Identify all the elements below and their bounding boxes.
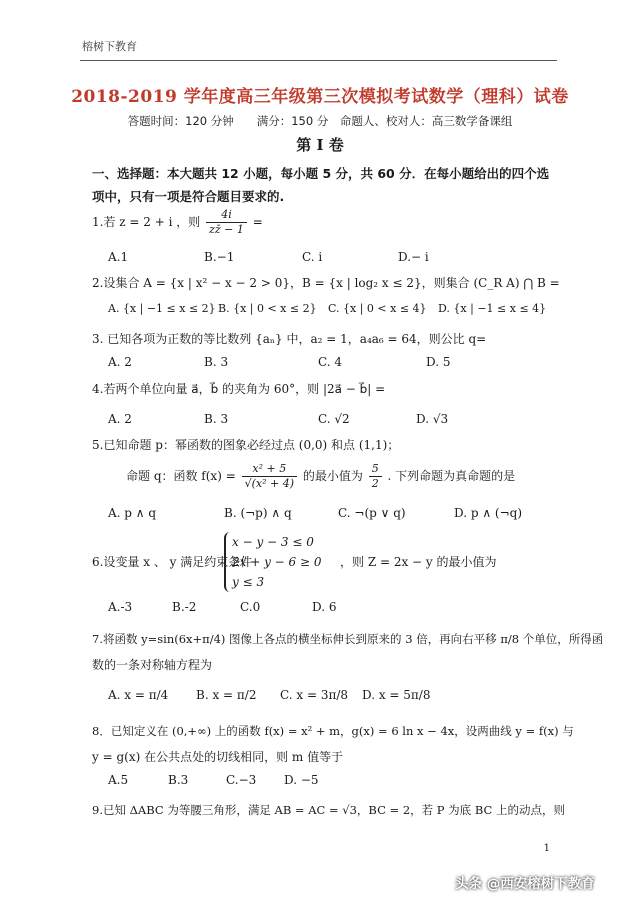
question-1-tail: = (252, 215, 263, 229)
option-a: A. x = π/4 (108, 688, 169, 702)
question-7: 7.将函数 y=sin(6x+π/4) 图像上各点的横坐标伸长到原来的 3 倍，再向右平移 π/8 个单位，所得函 (92, 632, 604, 646)
option-c: C. 4 (318, 355, 343, 369)
option-d: D. 6 (312, 600, 337, 614)
option-c: C.0 (240, 600, 261, 614)
constraint-2: 2x + y − 6 ≥ 0 (232, 555, 322, 569)
constraint-1: x − y − 3 ≤ 0 (232, 535, 314, 549)
option-a: A.-3 (108, 600, 133, 614)
question-4: 4.若两个单位向量 a⃗，b⃗ 的夹角为 60°，则 |2a⃗ − b⃗| = (92, 382, 386, 396)
proposition-q-mid: 的最小值为 (302, 469, 363, 483)
question-5-proposition-q (126, 462, 596, 491)
option-b: B.3 (168, 773, 189, 787)
proposition-q-fraction (242, 462, 297, 491)
option-d: D. p ∧ (¬q) (454, 506, 523, 520)
question-6-tail: ，则 Z = 2x − y 的最小值为 (340, 555, 497, 569)
fraction-numerator: 4i (206, 208, 247, 223)
constraint-3: y ≤ 3 (232, 575, 265, 589)
question-9: 9.已知 ΔABC 为等腰三角形，满足 AB = AC = √3，BC = 2，若 P 为底 BC 上的动点，则 (92, 803, 565, 817)
volume-heading: 第 I 卷 (296, 136, 344, 154)
option-d: D. 5 (426, 355, 451, 369)
question-7-continued: 数的一条对称轴方程为 (92, 658, 213, 672)
header-brand: 榕树下教育 (82, 40, 137, 53)
option-c: C. √2 (318, 412, 350, 426)
option-a: A.1 (108, 250, 129, 264)
option-b: B. x = π/2 (196, 688, 257, 702)
option-b: B. 3 (204, 355, 229, 369)
question-6-lead: 6.设变量 x 、 y 满足约束条件 (92, 555, 253, 569)
option-d: D. −5 (284, 773, 319, 787)
constraint-system (224, 532, 322, 592)
page-number: 1 (543, 843, 550, 854)
option-a: A. p ∧ q (108, 506, 157, 520)
option-c: C.−3 (226, 773, 257, 787)
proposition-q-tail: . 下列命题为真命题的是 (387, 469, 516, 483)
fraction-denominator: zz̄ − 1 (209, 223, 244, 236)
question-8-continued: y = g(x) 在公共点处的切线相同，则 m 值等于 (92, 750, 344, 764)
question-1-stem: 1.若 z = 2 + i ，则 (92, 215, 201, 229)
option-b: B. 3 (204, 412, 229, 426)
option-c: C. x = 3π/8 (280, 688, 349, 702)
exam-title: 2018-2019 学年度高三年级第三次模拟考试数学（理科）试卷 (71, 87, 569, 107)
proposition-q-lead: 命题 q：函数 f(x) = (126, 469, 236, 483)
section-heading: 一、选择题：本大题共 12 小题，每小题 5 分，共 60 分．在每小题给出的四个选项中，只有一项是符合题目要求的. (92, 166, 550, 204)
question-5: 5.已知命题 p：幂函数的图象必经过点 (0,0) 和点 (1,1)； (92, 438, 400, 452)
option-c: C. {x | 0 < x ≤ 4} (328, 302, 427, 315)
exam-subtitle: 答题时间：120 分钟 满分：150 分 命题人、校对人：高三数学备课组 (127, 114, 513, 128)
option-a: A.5 (108, 773, 129, 787)
question-2: 2.设集合 A = {x | x² − x − 2 > 0}，B = {x | log₂ x ≤ 2}，则集合 (C_R A) ⋂ B = (92, 276, 560, 290)
option-d: D. x = 5π/8 (362, 688, 431, 702)
option-d: D.− i (398, 250, 429, 264)
fraction-numerator: x² + 5 (242, 462, 297, 477)
option-b: B. (¬p) ∧ q (224, 506, 292, 520)
question-3: 3. 已知各项为正数的等比数列 {aₙ} 中，a₂ = 1，a₄a₆ = 64，则公比 q= (92, 332, 487, 346)
option-a: A. 2 (108, 355, 132, 369)
source-watermark: 头条 @西安榕树下教育 (455, 876, 595, 892)
option-d: D. √3 (416, 412, 449, 426)
fraction-denominator: √(x² + 4) (244, 477, 295, 490)
option-b: B.−1 (204, 250, 235, 264)
header-divider (80, 60, 557, 61)
option-a: A. {x | −1 ≤ x ≤ 2} (108, 302, 216, 315)
option-a: A. 2 (108, 412, 132, 426)
question-1-fraction (206, 208, 247, 237)
fraction-numerator: 5 (369, 462, 382, 477)
question-8: 8．已知定义在 (0,+∞) 上的函数 f(x) = x² + m，g(x) = 6 ln x − 4x，设两曲线 y = f(x) 与 (92, 724, 574, 738)
option-c: C. i (302, 250, 323, 264)
option-b: B.-2 (172, 600, 197, 614)
option-d: D. {x | −1 ≤ x ≤ 4} (438, 302, 547, 315)
question-1 (92, 208, 562, 237)
option-c: C. ¬(p ∨ q) (338, 506, 406, 520)
minimum-value-fraction (369, 462, 382, 491)
fraction-denominator: 2 (371, 477, 379, 490)
option-b: B. {x | 0 < x ≤ 2} (218, 302, 317, 315)
